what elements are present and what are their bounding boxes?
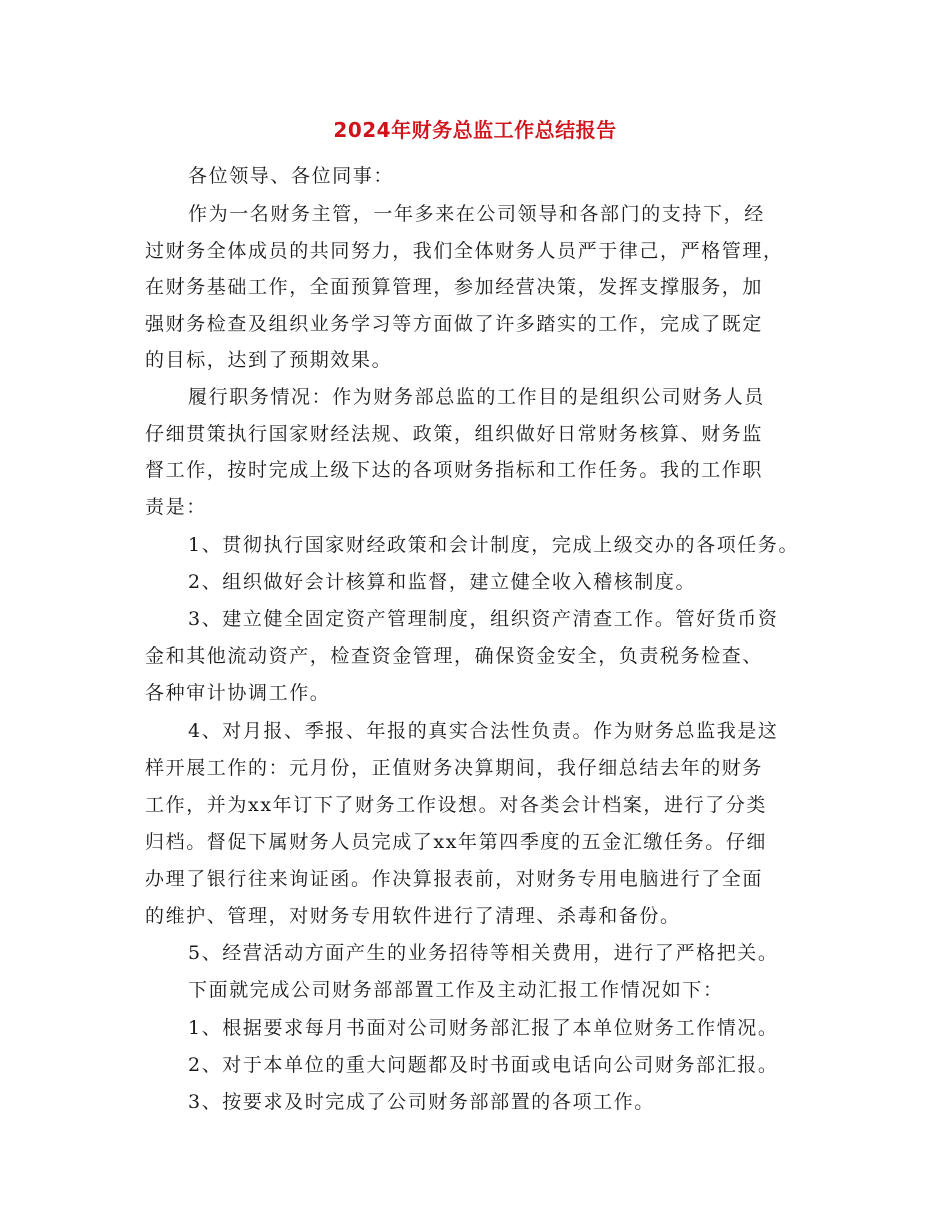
paragraph-line: 的维护、管理，对财务专用软件进行了清理、杀毒和备份。 (145, 905, 681, 927)
salutation-line: 各位领导、各位同事： (188, 165, 395, 187)
paragraph-line: 下面就完成公司财务部部置工作及主动汇报工作情况如下： (188, 979, 724, 1001)
document-title: 2024年财务总监工作总结报告 (333, 118, 617, 142)
paragraph-line: 过财务全体成员的共同努力，我们全体财务人员严于律己，严格管理， (145, 240, 784, 262)
list-item: 1、根据要求每月书面对公司财务部汇报了本单位财务工作情况。 (188, 1017, 779, 1039)
list-item: 2、对于本单位的重大问题都及时书面或电话向公司财务部汇报。 (188, 1054, 779, 1076)
paragraph-line: 各种审计协调工作。 (145, 682, 331, 704)
paragraph-line: 的目标，达到了预期效果。 (145, 349, 393, 371)
list-item: 3、按要求及时完成了公司财务部部置的各项工作。 (188, 1091, 655, 1113)
paragraph-line: 工作，并为xx年订下了财务工作设想。对各类会计档案，进行了分类 (145, 794, 768, 816)
paragraph-line: 样开展工作的：元月份，正值财务决算期间，我仔细总结去年的财务 (145, 757, 764, 779)
list-item: 5、经营活动方面产生的业务招待等相关费用，进行了严格把关。 (188, 942, 779, 964)
list-item: 4、对月报、季报、年报的真实合法性负责。作为财务总监我是这 (188, 720, 779, 742)
list-item: 1、贯彻执行国家财经政策和会计制度，完成上级交办的各项任务。 (188, 534, 800, 556)
paragraph-line: 仔细贯策执行国家财经法规、政策，组织做好日常财务核算、财务监 (145, 423, 764, 445)
paragraph-line: 督工作，按时完成上级下达的各项财务指标和工作任务。我的工作职 (145, 459, 764, 481)
list-item: 2、组织做好会计核算和监督，建立健全收入稽核制度。 (188, 571, 697, 593)
paragraph-line: 作为一名财务主管，一年多来在公司领导和各部门的支持下，经 (188, 203, 765, 225)
paragraph-line: 金和其他流动资产，检查资金管理，确保资金安全，负责税务检查、 (145, 645, 764, 667)
paragraph-line: 归档。督促下属财务人员完成了xx年第四季度的五金汇缴任务。仔细 (145, 831, 768, 853)
paragraph-line: 强财务检查及组织业务学习等方面做了许多踏实的工作，完成了既定 (145, 313, 764, 335)
paragraph-line: 责是： (145, 496, 207, 518)
paragraph-line: 履行职务情况：作为财务部总监的工作目的是组织公司财务人员 (188, 386, 765, 408)
paragraph-line: 办理了银行往来询证函。作决算报表前，对财务专用电脑进行了全面 (145, 868, 764, 890)
paragraph-line: 在财务基础工作，全面预算管理，参加经营决策，发挥支撑服务，加 (145, 276, 764, 298)
list-item: 3、建立健全固定资产管理制度，组织资产清查工作。管好货币资 (188, 608, 779, 630)
